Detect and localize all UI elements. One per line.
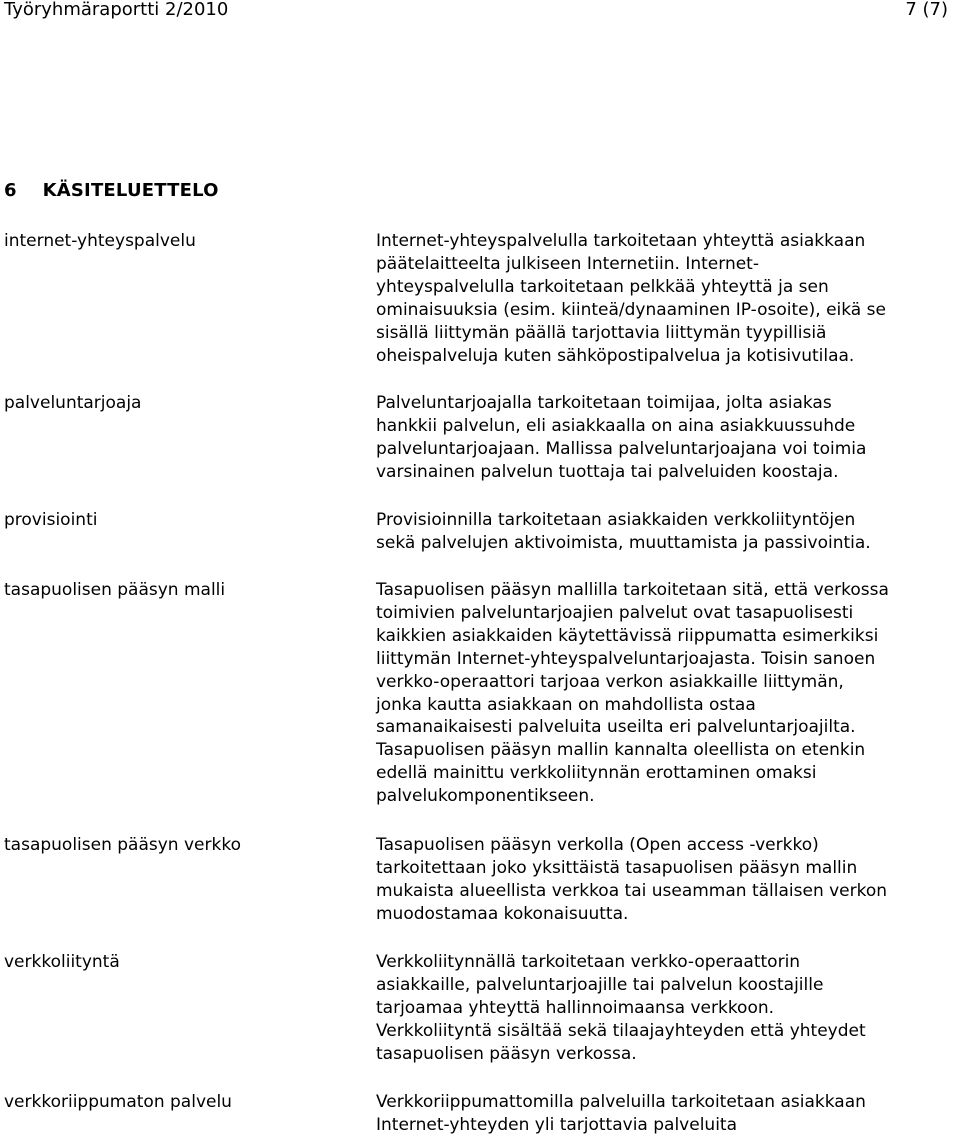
glossary-term: verkkoriippumaton palvelu (4, 1092, 232, 1112)
section-number: 6 (4, 180, 17, 201)
definition-line: Verkkoliityntä sisältää sekä tilaajayhteyden että yhteydet (376, 1020, 866, 1041)
definition-line: toimivien palveluntarjoajien palvelut ovat tasapuolisesti (376, 602, 854, 623)
definition-line: edellä mainittu verkkoliitynnän erottaminen omaksi (376, 763, 817, 784)
definition-line: muodostamaa kokonaisuutta. (376, 903, 629, 924)
definition-line: Tasapuolisen pääsyn mallin kannalta oleellista on etenkin (376, 740, 866, 761)
definition-line: Tasapuolisen pääsyn mallilla tarkoitetaan sitä, että verkossa (376, 580, 889, 600)
definition-line: hankkii palvelun, eli asiakkaalla on aina asiakkuussuhde (376, 415, 856, 436)
section-title: KÄSITELUETTELO (42, 180, 219, 201)
definition-line: mukaista alueellista verkkoa tai useamman tällaisen verkon (376, 880, 888, 901)
definition-line: asiakkaille, palveluntarjoajille tai palvelun koostajille (376, 974, 824, 995)
glossary-definition (376, 509, 960, 555)
definition-line: Verkkoriippumattomilla palveluilla tarkoitetaan asiakkaan (376, 1092, 866, 1112)
glossary-definition (376, 951, 960, 1066)
glossary-term: tasapuolisen pääsyn verkko (4, 835, 241, 855)
definition-line: Palveluntarjoajalla tarkoitetaan toimijaa, jolta asiakas (376, 393, 832, 413)
glossary-definition (376, 579, 960, 808)
glossary-term: provisiointi (4, 510, 98, 530)
glossary-definition (376, 230, 960, 367)
definition-line: varsinainen palvelun tuottaja tai palveluiden koostaja. (376, 461, 839, 482)
page-header (4, 0, 948, 24)
definition-line: liittymän Internet-yhteyspalveluntarjoajasta. Toisin sanoen (376, 648, 876, 669)
definition-line: ominaisuuksia (esim. kiinteä/dynaaminen IP-osoite), eikä se (376, 299, 886, 320)
definition-line: Internet-yhteyspalvelulla tarkoitetaan yhteyttä asiakkaan (376, 231, 866, 251)
definition-line: tarjoamaa yhteyttä hallinnoimaansa verkkoon. (376, 997, 775, 1018)
definition-line: tasapuolisen pääsyn verkossa. (376, 1043, 637, 1064)
page-number: 7 (7) (905, 0, 948, 20)
definition-line: Verkkoliitynnällä tarkoitetaan verkko-operaattorin (376, 952, 801, 972)
glossary-term: internet-yhteyspalvelu (4, 231, 196, 251)
section-heading (4, 180, 219, 201)
definition-line: kaikkien asiakkaiden käytettävissä riippumatta esimerkiksi (376, 625, 879, 646)
definition-line: verkko-operaattori tarjoaa verkon asiakkaille liittymän, (376, 671, 844, 692)
definition-line: tarkoitettaan joko yksittäistä tasapuolisen pääsyn mallin (376, 857, 858, 878)
definition-line: sekä palvelujen aktivoimista, muuttamista ja passivointia. (376, 532, 871, 553)
document-title: Työryhmäraportti 2/2010 (4, 0, 229, 20)
definition-line: jonka kautta asiakkaan on mahdollista ostaa (376, 694, 756, 715)
definition-line: Provisioinnilla tarkoitetaan asiakkaiden verkkoliityntöjen (376, 510, 856, 530)
glossary-term: tasapuolisen pääsyn malli (4, 580, 226, 600)
glossary-term: verkkoliityntä (4, 952, 120, 972)
glossary-definition (376, 1091, 960, 1137)
definition-line: päätelaitteelta julkiseen Internetiin. Internet- (376, 253, 759, 274)
definition-line: palveluntarjoajaan. Mallissa palveluntarjoajana voi toimia (376, 438, 867, 459)
definition-line: oheispalveluja kuten sähköpostipalvelua ja kotisivutilaa. (376, 345, 855, 366)
glossary-term: palveluntarjoaja (4, 393, 142, 413)
definition-line: samanaikaisesti palveluita useilta eri palveluntarjoajilta. (376, 717, 856, 738)
definition-line: palvelukomponentikseen. (376, 786, 595, 807)
definition-line: Tasapuolisen pääsyn verkolla (Open access -verkko) (376, 835, 819, 855)
definition-line: yhteyspalvelulla tarkoitetaan pelkkää yhteyttä ja sen (376, 276, 829, 297)
definition-line: Internet-yhteyden yli tarjottavia palveluita (376, 1114, 738, 1135)
definition-line: sisällä liittymän päällä tarjottavia liittymän tyypillisiä (376, 322, 827, 343)
glossary-definition (376, 392, 960, 484)
glossary-definition (376, 834, 960, 926)
